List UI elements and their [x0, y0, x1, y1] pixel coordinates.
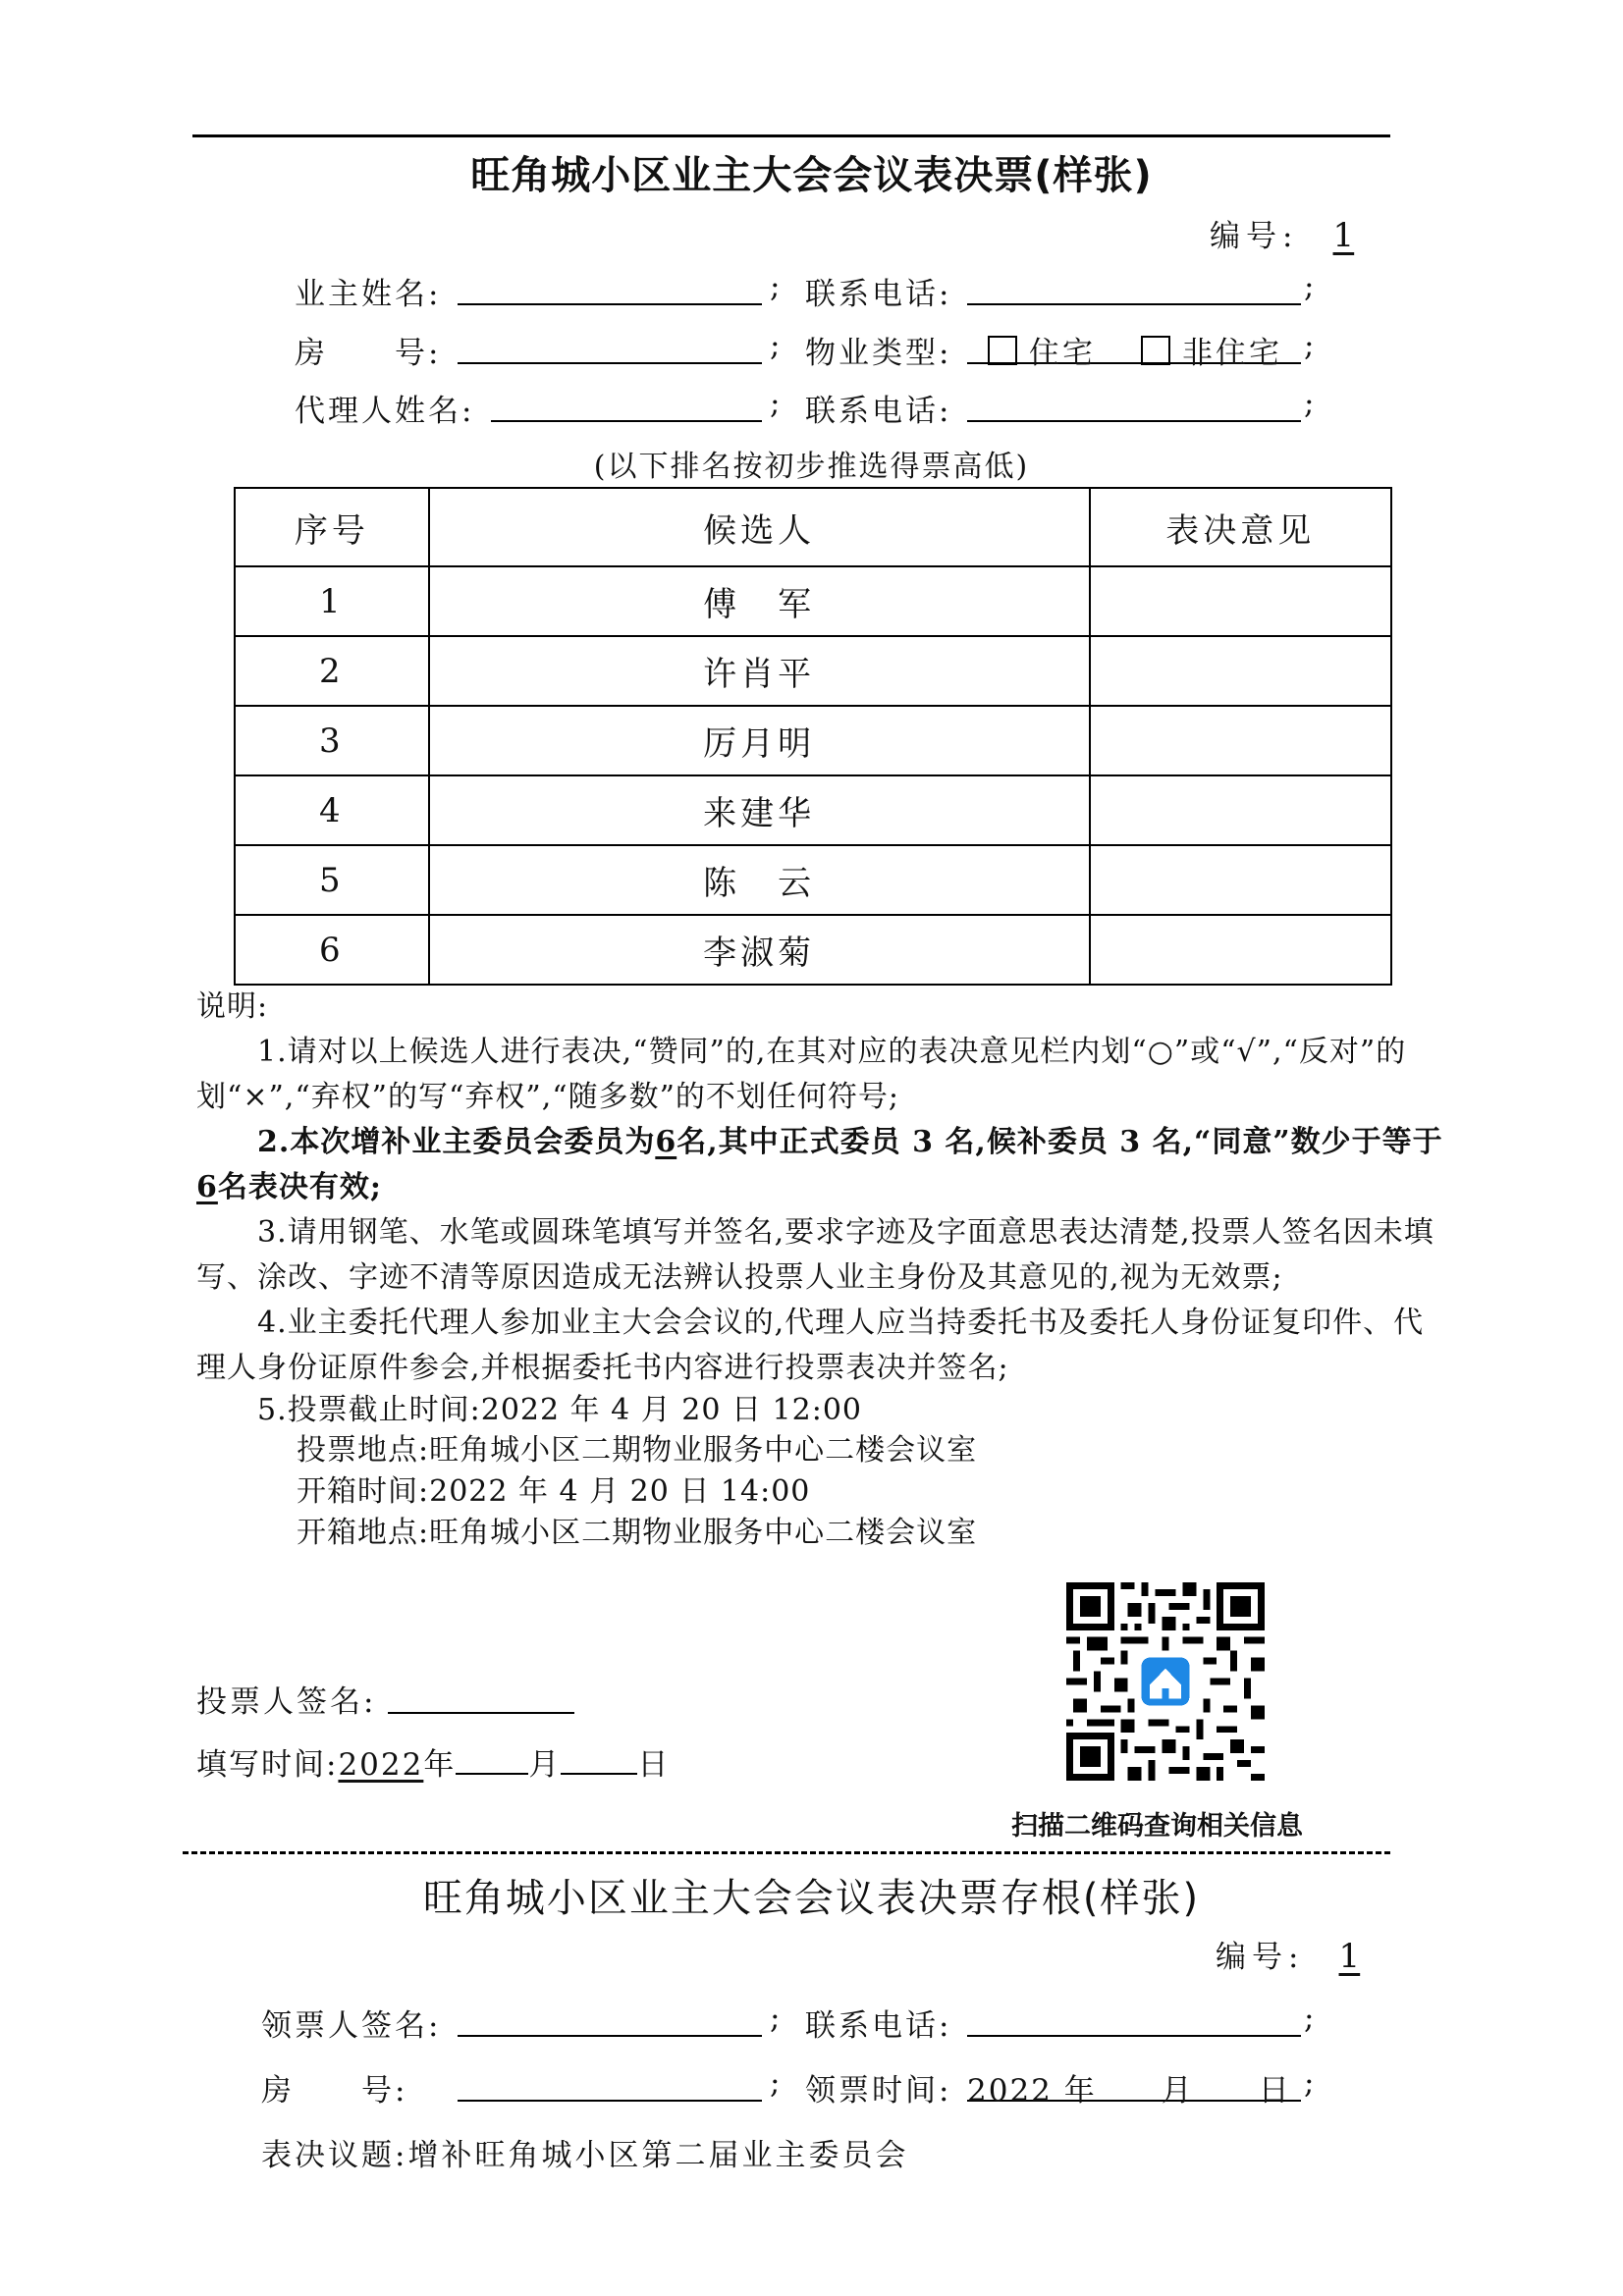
instruction-2-part-a: 2.本次增补业主委员会委员为	[257, 1125, 656, 1159]
qr-caption: 扫描二维码查询相关信息	[1011, 1811, 1303, 1842]
agent-phone-sep: ;	[1304, 386, 1318, 421]
fill-time-label: 填写时间:	[196, 1747, 339, 1783]
stub-room-field[interactable]	[458, 2068, 762, 2102]
row-opinion-cell[interactable]	[1090, 636, 1391, 706]
fill-month-unit: 月	[528, 1747, 562, 1783]
header-no: 序号	[235, 488, 429, 566]
stub-motion-row	[261, 2130, 908, 2174]
fill-year: 2022	[338, 1747, 424, 1783]
owner-name-field[interactable]	[458, 272, 762, 305]
row-no: 3	[235, 706, 429, 775]
instruction-2-part-b: 名,其中正式委员 3 名,候补委员 3 名,“同意”数少于等于	[676, 1125, 1443, 1159]
stub-phone-field[interactable]	[967, 2003, 1301, 2037]
stub-motion-label: 表决议题:	[261, 2138, 408, 2173]
stub-title: 旺角城小区业主大会会议表决票存根(样张)	[422, 1876, 1201, 1921]
row-candidate: 李淑菊	[429, 915, 1090, 985]
agent-phone-label: 联系电话:	[805, 394, 952, 429]
fill-day-field[interactable]	[561, 1743, 637, 1775]
row-opinion-cell[interactable]	[1090, 706, 1391, 775]
row-candidate: 许肖平	[429, 636, 1090, 706]
header-candidate: 候选人	[429, 488, 1090, 566]
instruction-4: 4.业主委托代理人参加业主大会会议的,代理人应当持委托书及委托人身份证复印件、代理人身份证原件参会,并根据委托书内容进行投票表决并签名;	[196, 1306, 1425, 1385]
table-row	[235, 636, 1391, 706]
agent-name-label: 代理人姓名:	[295, 394, 475, 429]
agent-name-field[interactable]	[491, 389, 762, 422]
agent-sep: ;	[770, 386, 784, 421]
tear-line	[183, 1851, 1390, 1854]
property-type-residential[interactable]	[988, 328, 1096, 372]
header-opinion: 表决意见	[1090, 488, 1391, 566]
table-row	[235, 566, 1391, 636]
vote-place: 投票地点:旺角城小区二期物业服务中心二楼会议室	[297, 1433, 978, 1468]
serial-number	[1210, 211, 1354, 255]
owner-name-label: 业主姓名:	[295, 277, 442, 312]
row-no: 2	[235, 636, 429, 706]
row-no: 4	[235, 775, 429, 845]
owner-phone-sep: ;	[1304, 269, 1318, 304]
fill-month-field[interactable]	[456, 1743, 528, 1775]
nonresidential-label: 非住宅	[1182, 336, 1282, 371]
serial-value: 1	[1332, 216, 1355, 255]
room-label: 房 号:	[295, 336, 442, 371]
owner-phone-label: 联系电话:	[805, 277, 952, 312]
top-rule	[192, 134, 1390, 137]
open-time: 开箱时间:2022 年 4 月 20 日 14:00	[297, 1474, 811, 1509]
stub-sep-2: ;	[1304, 2001, 1318, 2036]
table-row	[235, 775, 1391, 845]
ranking-note: (以下排名按初步推选得票高低)	[593, 450, 1030, 484]
row-no: 1	[235, 566, 429, 636]
owner-phone-field[interactable]	[967, 272, 1301, 305]
voter-sign-label: 投票人签名:	[196, 1684, 377, 1720]
row-no: 6	[235, 915, 429, 985]
row-candidate: 来建华	[429, 775, 1090, 845]
instruction-3: 3.请用钢笔、水笔或圆珠笔填写并签名,要求字迹及字面意思表达清楚,投票人签名因未填写、涂改、字迹不清等原因造成无法辨认投票人业主身份及其意见的,视为无效票;	[196, 1215, 1434, 1295]
row-opinion-cell[interactable]	[1090, 775, 1391, 845]
owner-sep: ;	[770, 269, 784, 304]
agent-phone-field[interactable]	[967, 389, 1301, 422]
stub-serial-label: 编号:	[1216, 1940, 1305, 1975]
instruction-1: 1.请对以上候选人进行表决,“赞同”的,在其对应的表决意见栏内划“○”或“√”,“反对”的划“×”,“弃权”的写“弃权”,“随多数”的不划任何符号;	[196, 1035, 1407, 1114]
stub-receive-time-label: 领票时间:	[805, 2073, 952, 2109]
owner-name-row	[295, 269, 441, 313]
stub-receiver-field[interactable]	[458, 2003, 762, 2037]
row-no: 5	[235, 845, 429, 915]
row-opinion-cell[interactable]	[1090, 915, 1391, 985]
residential-label: 住宅	[1029, 336, 1096, 371]
voter-sign-field[interactable]	[388, 1681, 574, 1714]
fill-time-row	[196, 1739, 670, 1784]
stub-receive-time-value: 2022 年 月 日	[967, 2073, 1291, 2109]
fill-year-unit: 年	[423, 1747, 457, 1783]
stub-serial-number	[1216, 1932, 1360, 1976]
row-opinion-cell[interactable]	[1090, 566, 1391, 636]
room-sep: ;	[770, 328, 784, 363]
stub-sep-1: ;	[770, 2001, 784, 2036]
instruction-2-part-c: 名表决有效;	[217, 1170, 382, 1204]
room-field[interactable]	[458, 331, 762, 364]
fill-day-unit: 日	[637, 1747, 671, 1783]
table-row	[235, 845, 1391, 915]
row-candidate: 傅 军	[429, 566, 1090, 636]
table-row	[235, 706, 1391, 775]
stub-sep-4: ;	[1304, 2065, 1318, 2101]
serial-label: 编号:	[1210, 219, 1299, 254]
stub-receiver-label: 领票人签名:	[261, 2008, 442, 2044]
checkbox-residential[interactable]	[988, 336, 1017, 365]
checkbox-nonresidential[interactable]	[1141, 336, 1170, 365]
row-candidate: 陈 云	[429, 845, 1090, 915]
instructions-heading: 说明:	[196, 989, 269, 1024]
instruction-2-threshold: 6	[196, 1170, 218, 1204]
instruction-5: 5.投票截止时间:2022 年 4 月 20 日 12:00	[257, 1393, 863, 1427]
qr-code-icon[interactable]	[1066, 1582, 1265, 1781]
property-type-label: 物业类型:	[805, 336, 952, 371]
open-place: 开箱地点:旺角城小区二期物业服务中心二楼会议室	[297, 1516, 978, 1550]
stub-phone-label: 联系电话:	[805, 2008, 952, 2044]
row-candidate: 厉月明	[429, 706, 1090, 775]
stub-room-label: 房 号:	[261, 2073, 408, 2109]
stub-sep-3: ;	[770, 2065, 784, 2101]
instruction-2	[196, 1120, 1443, 1210]
property-sep: ;	[1304, 328, 1318, 363]
table-header-row	[235, 488, 1391, 566]
stub-motion-value: 增补旺角城小区第二届业主委员会	[407, 2138, 909, 2173]
instruction-2-count: 6	[655, 1125, 677, 1159]
property-type-nonresidential[interactable]	[1141, 328, 1282, 372]
instructions	[196, 985, 1443, 1554]
candidate-table	[234, 487, 1392, 986]
table-row	[235, 915, 1391, 985]
row-opinion-cell[interactable]	[1090, 845, 1391, 915]
ballot-title: 旺角城小区业主大会会议表决票(样张)	[470, 153, 1153, 198]
stub-serial-value: 1	[1338, 1937, 1361, 1976]
